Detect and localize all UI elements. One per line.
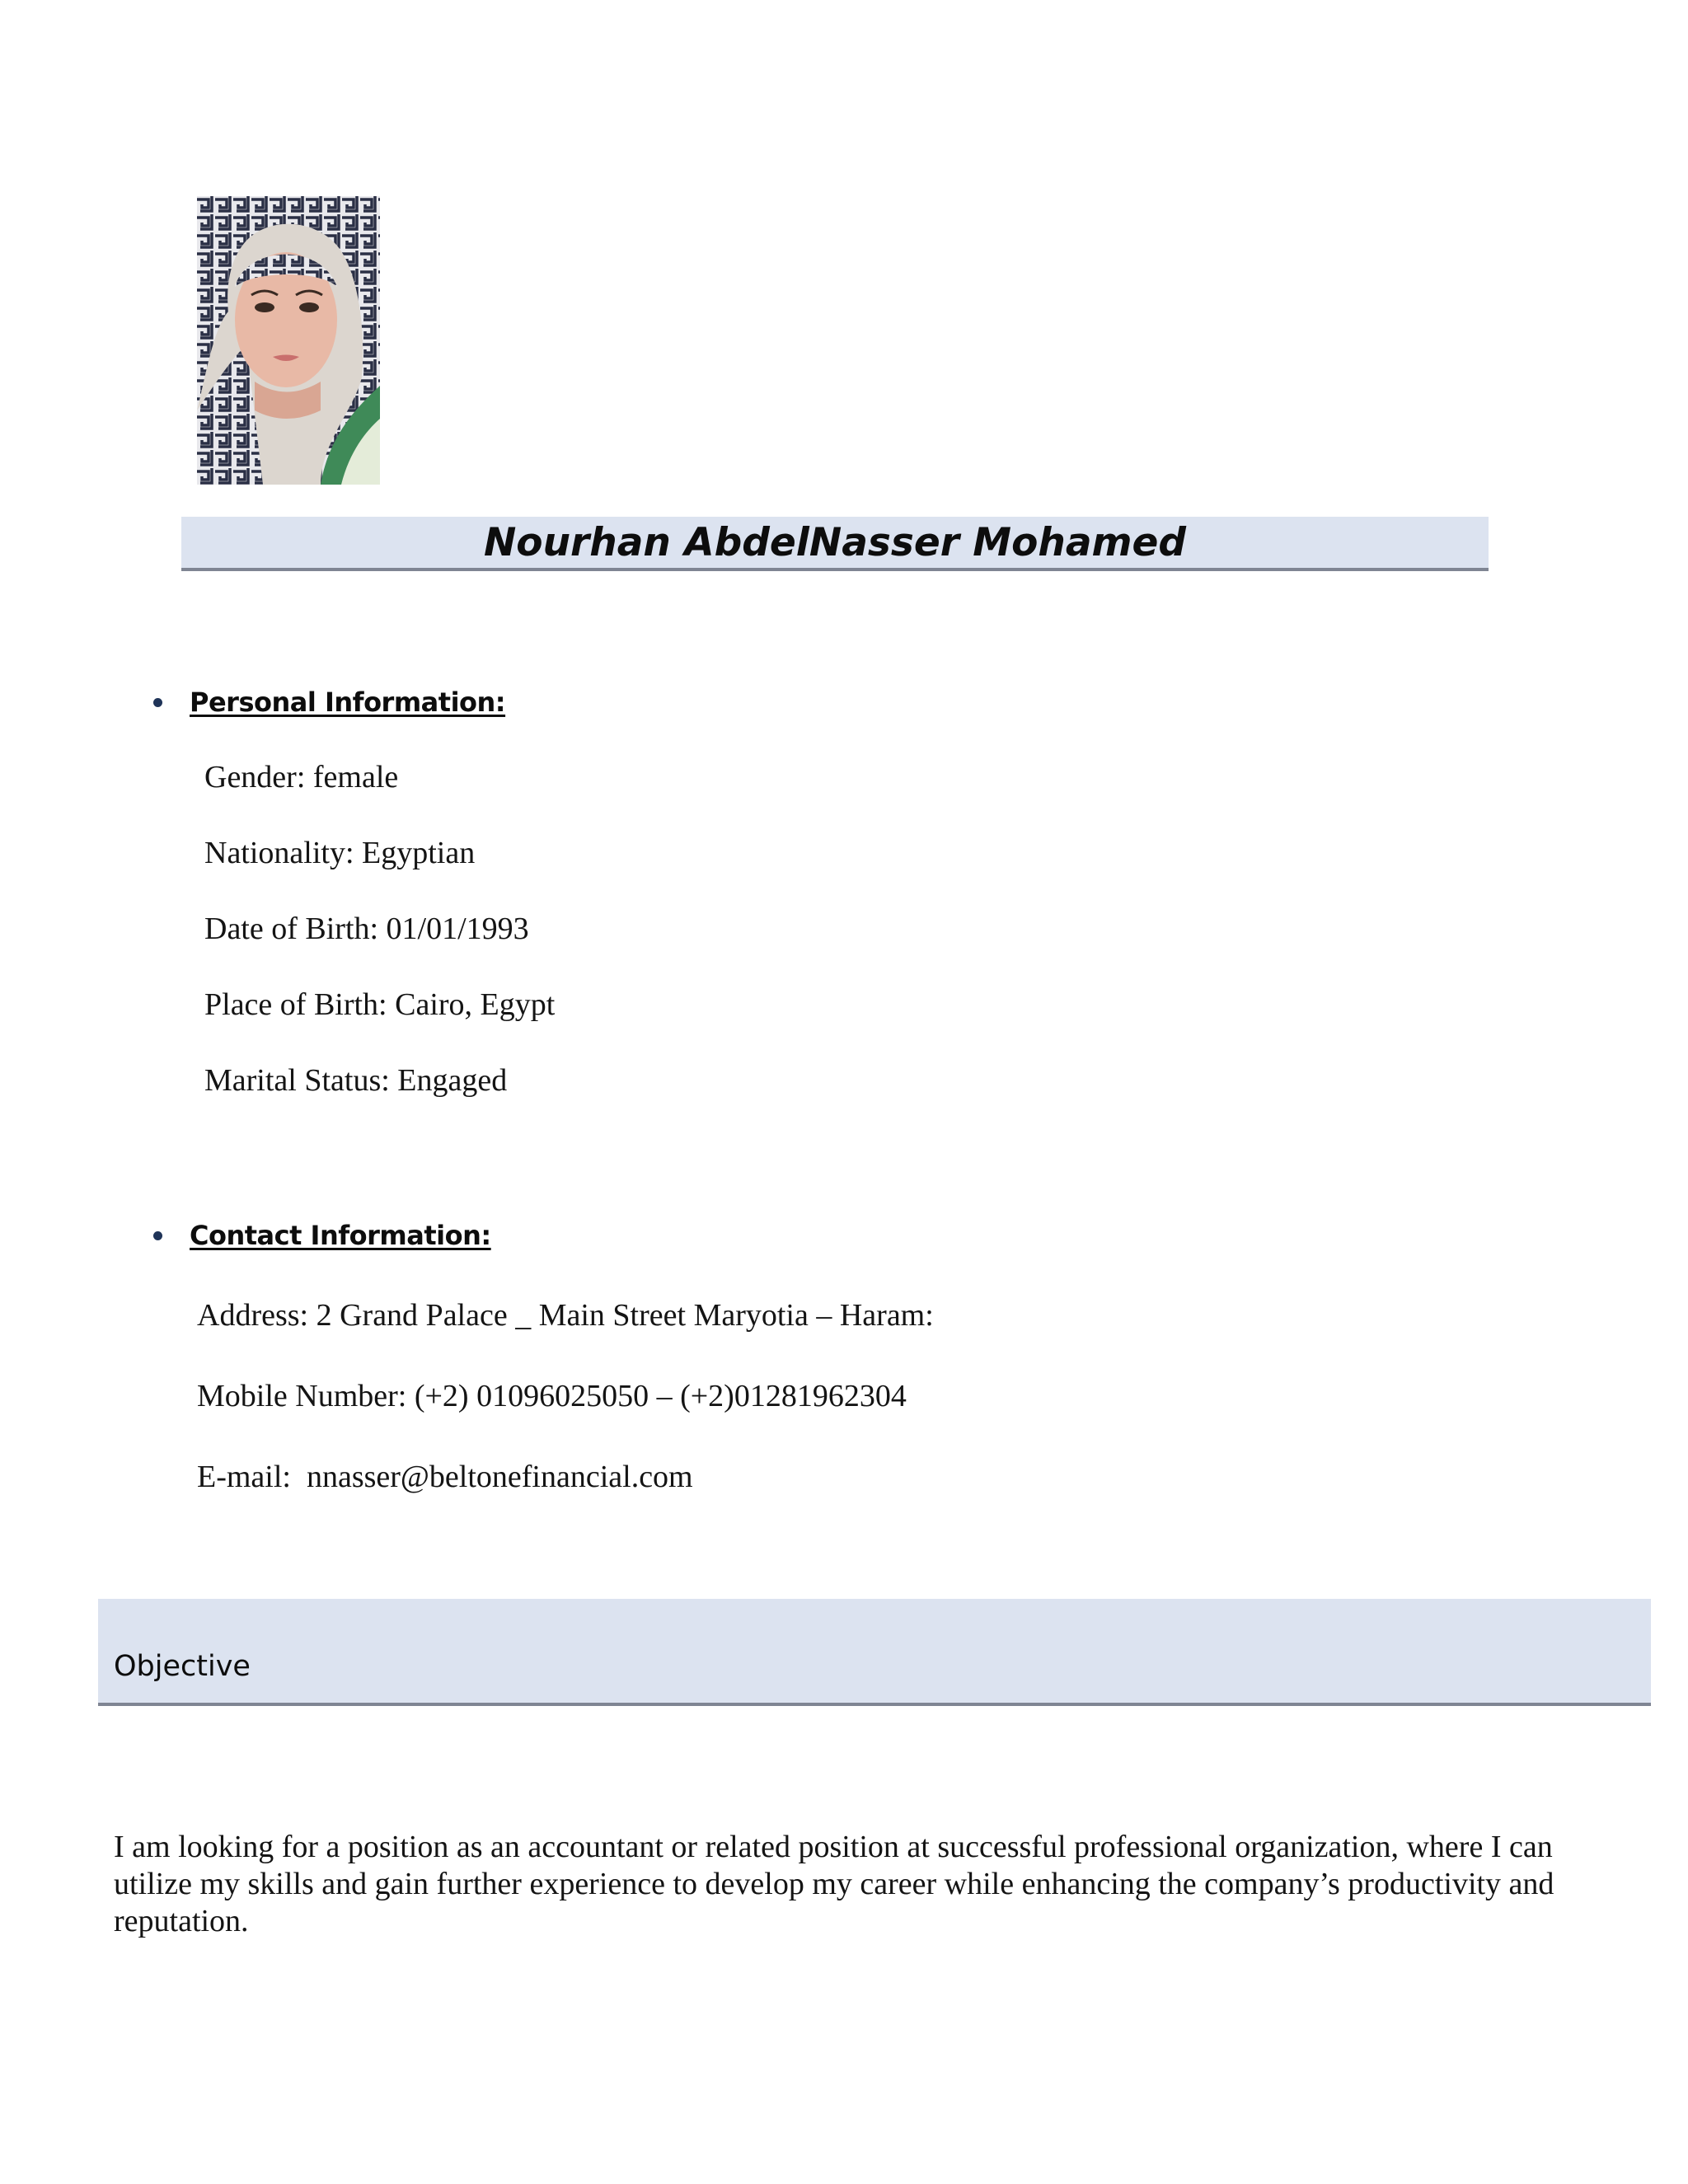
personal-information-label: Personal Information: (190, 687, 506, 718)
contact-information-heading (153, 1219, 491, 1252)
place-of-birth-line: Place of Birth: Cairo, Egypt (204, 987, 556, 1022)
nationality-line: Nationality: Egyptian (204, 836, 476, 870)
portrait-image (197, 196, 380, 485)
objective-title: Objective (114, 1650, 251, 1683)
profile-photo (197, 196, 380, 485)
objective-banner (98, 1599, 1651, 1706)
gender-line: Gender: female (204, 760, 399, 794)
bullet-icon (153, 1231, 162, 1240)
candidate-name: Nourhan AbdelNasser Mohamed (483, 520, 1187, 565)
name-banner (181, 517, 1489, 571)
address-line: Address: 2 Grand Palace _ Main Street Maryotia – Haram: (197, 1298, 934, 1333)
mobile-number-line: Mobile Number: (+2) 01096025050 – (+2)01281962304 (197, 1379, 907, 1413)
personal-information-heading (153, 686, 505, 719)
bullet-icon (153, 698, 162, 707)
marital-status-line: Marital Status: Engaged (204, 1063, 508, 1098)
contact-information-label: Contact Information: (190, 1220, 491, 1251)
date-of-birth-line: Date of Birth: 01/01/1993 (204, 912, 529, 946)
objective-paragraph: I am looking for a position as an accountant or related position at successful professional organization, where I can utilize my skills and gain further experience to develop my career while enhancing the company’s productivity and reputation. (114, 1830, 1554, 1938)
email-line: E-mail: nnasser@beltonefinancial.com (197, 1460, 693, 1494)
